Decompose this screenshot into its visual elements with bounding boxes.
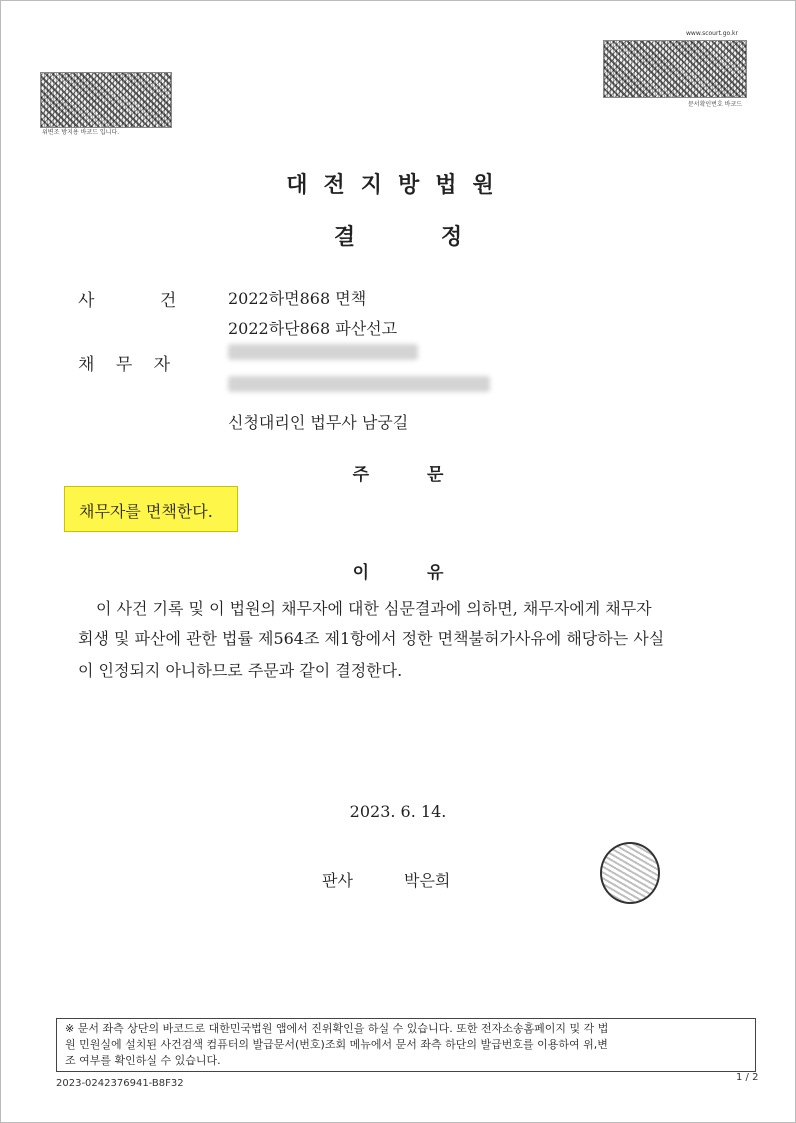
document-title: 결 정	[333, 225, 463, 250]
anti-forgery-barcode-caption: 위변조 방지용 바코드 입니다.	[42, 129, 120, 136]
court-name: 대전지방법원	[286, 173, 510, 198]
debtor-name-redacted	[228, 344, 418, 360]
order-heading: 주 문	[352, 465, 444, 485]
court-site-url: www.scourt.go.kr	[686, 30, 738, 37]
case-label: 사 건	[78, 291, 177, 311]
case-number-discharge: 2022하면868 면책	[228, 289, 367, 308]
anti-forgery-barcode	[40, 72, 172, 128]
debtor-address-redacted	[228, 376, 490, 392]
notice-line-3: 조 여부를 확인하실 수 있습니다.	[65, 1054, 221, 1067]
judge-seal-stamp	[600, 842, 660, 904]
case-number-bankruptcy: 2022하단868 파산선고	[228, 319, 398, 338]
debtor-agent: 신청대리인 법무사 남궁길	[228, 413, 409, 432]
notice-line-1: ※ 문서 좌측 상단의 바코드로 대한민국법원 앱에서 진위확인을 하실 수 있습니다. 또한 전자소송홈페이지 및 각 법	[65, 1022, 609, 1035]
reason-line-2: 회생 및 파산에 관한 법률 제564조 제1항에서 정한 면책불허가사유에 해당하는 사실	[78, 629, 665, 648]
judge-name: 박은희	[404, 871, 451, 890]
document-confirmation-barcode-caption: 문서확인번호 바코드	[688, 101, 743, 108]
decision-date: 2023. 6. 14.	[349, 802, 447, 821]
order-highlight	[64, 486, 238, 532]
reason-line-1: 이 사건 기록 및 이 법원의 채무자에 대한 심문결과에 의하면, 채무자에게 채무자	[96, 599, 652, 618]
page-number: 1 / 2	[736, 1072, 759, 1083]
reason-heading: 이 유	[352, 563, 444, 583]
reason-line-3: 이 인정되지 아니하므로 주문과 같이 결정한다.	[78, 661, 403, 680]
issue-number: 2023-0242376941-B8F32	[56, 1078, 184, 1089]
debtor-label: 채 무 자	[78, 355, 171, 375]
judge-title: 판사	[322, 871, 353, 890]
document-confirmation-barcode	[603, 40, 747, 98]
order-text: 채무자를 면책한다.	[79, 502, 213, 521]
verification-notice	[56, 1018, 756, 1072]
notice-line-2: 원 민원실에 설치된 사건검색 컴퓨터의 발급문서(번호)조회 메뉴에서 문서 좌측 하단의 발급번호를 이용하여 위,변	[65, 1038, 608, 1051]
